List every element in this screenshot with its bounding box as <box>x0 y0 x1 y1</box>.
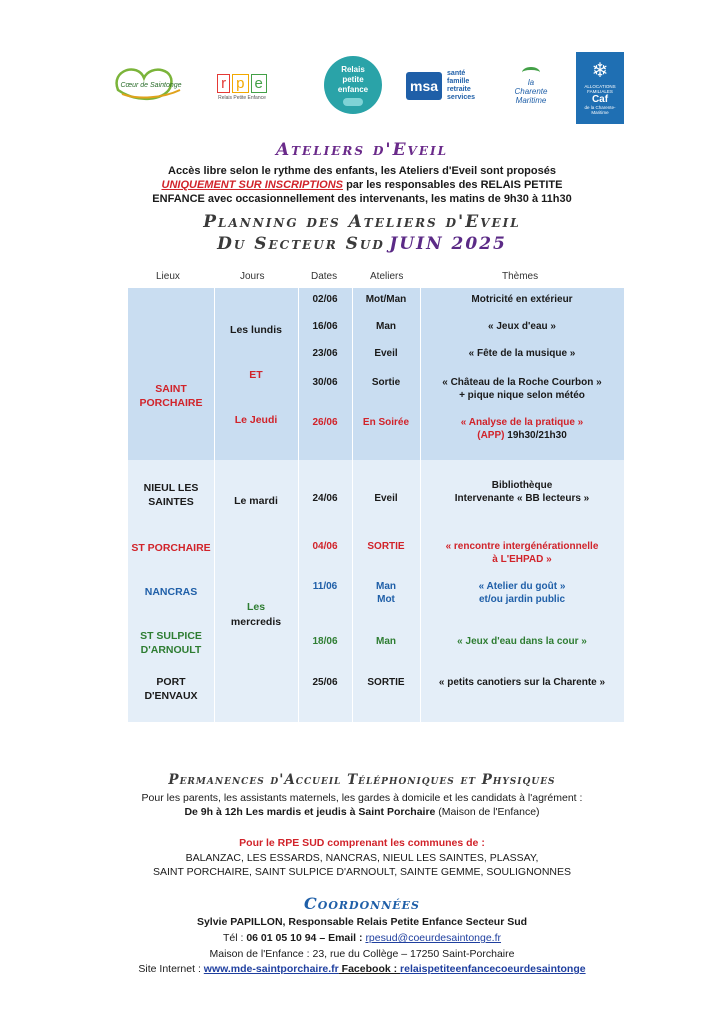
permanences-hours: De 9h à 12h Les mardis et jeudis à Saint Porchaire <box>184 806 436 818</box>
jour-jeudi: Le Jeudi <box>234 414 278 426</box>
rpe-logo <box>212 70 272 104</box>
atelier-2406: Eveil <box>374 493 398 504</box>
lieu-st-sulpice-1: ST SULPICE <box>140 630 202 642</box>
theme-0406-line2: à L'EHPAD » <box>492 554 552 565</box>
msa-logo <box>406 68 498 104</box>
atelier-2506: SORTIE <box>367 677 405 688</box>
intro-line-2 <box>0 178 724 192</box>
permanences-title: Permanences d'Accueil Téléphoniques et Physiques <box>168 772 556 788</box>
rpe-letter-r: r <box>217 74 230 93</box>
lieu-nieul-2: SAINTES <box>148 496 194 508</box>
bird-icon <box>522 67 540 78</box>
col-header-lieux: Lieux <box>156 271 180 282</box>
msa-text-2: famille <box>447 78 470 85</box>
rpe-sud-line: Pour le RPE SUD comprenant les communes de : <box>239 837 485 849</box>
permanences-line-2 <box>0 806 724 818</box>
contact-address: Maison de l'Enfance : 23, rue du Collège – 17250 Saint-Porchaire <box>209 948 515 960</box>
atelier-1106-line2: Mot <box>377 594 395 605</box>
theme-2406 <box>420 479 624 505</box>
lieu-st-sulpice-2: D'ARNOULT <box>140 644 202 656</box>
theme-1806: « Jeux d'eau dans la cour » <box>457 636 587 647</box>
msa-text-1: santé <box>447 70 466 77</box>
ateliers-title: Ateliers d'Eveil <box>275 140 449 160</box>
msa-text-3: retraite <box>447 86 471 93</box>
theme-2606-line1: « Analyse de la pratique » <box>460 417 584 428</box>
contact-tel-email <box>0 932 724 944</box>
rpe-subtitle: Relais Petite Enfance <box>218 94 266 101</box>
theme-2606-hours: 19h30/21h30 <box>504 430 567 441</box>
lieu-saint-porchaire-2: PORCHAIRE <box>139 397 203 409</box>
theme-1106 <box>420 580 624 606</box>
date-2606: 26/06 <box>312 417 338 428</box>
atelier-2606: En Soirée <box>362 417 410 428</box>
intro-line-3: ENFANCE avec occasionnellement des intervenants, les matins de 9h30 à 11h30 <box>152 193 572 205</box>
jour-mercredis-1: Les <box>246 601 266 613</box>
theme-2306: « Fête de la musique » <box>468 348 576 359</box>
planning-title: Planning des Ateliers d'Eveil <box>203 212 521 232</box>
atelier-1606: Man <box>376 321 396 332</box>
lieu-saint-porchaire-1: SAINT <box>155 383 187 395</box>
charente-name: Charente Maritime <box>514 87 548 105</box>
jour-mercredis-2: mercredis <box>230 616 282 628</box>
theme-0206: Motricité en extérieur <box>471 294 573 305</box>
col-header-themes: Thèmes <box>502 271 539 282</box>
date-0206: 02/06 <box>312 294 338 305</box>
theme-0406-line1: « rencontre intergénérationnelle <box>445 541 599 552</box>
date-1106: 11/06 <box>312 581 338 592</box>
theme-2606 <box>420 416 624 442</box>
theme-1606: « Jeux d'eau » <box>488 321 556 332</box>
permanences-line-1: Pour les parents, les assistants maternels, les gardes à domicile et les candidats à l'agrément : <box>141 792 583 804</box>
jour-et: ET <box>249 369 263 381</box>
lieu-saint-porchaire <box>128 382 214 410</box>
planning-month: JUIN 2025 <box>389 234 507 254</box>
contact-web <box>0 963 724 975</box>
msa-badge: msa <box>406 72 442 100</box>
caf-sub: de la Charente-Maritime <box>584 105 616 115</box>
tel-number[interactable]: 06 01 05 10 94 <box>246 932 317 944</box>
col-header-jours: Jours <box>240 271 265 282</box>
date-1806: 18/06 <box>312 636 338 647</box>
theme-3006-line1: « Château de la Roche Courbon » <box>442 377 602 388</box>
lieu-nancras: NANCRAS <box>144 586 198 598</box>
theme-1106-line1: « Atelier du goût » <box>478 581 566 592</box>
theme-2606-app: (APP) <box>477 430 505 441</box>
charente-la: la <box>527 78 535 87</box>
lieu-port-denvaux-2: D'ENVAUX <box>144 690 198 702</box>
theme-3006-line2: + pique nique selon météo <box>459 390 585 401</box>
facebook-link[interactable]: relaispetiteenfancecoeurdesaintonge <box>400 963 586 975</box>
date-0406: 04/06 <box>312 541 338 552</box>
hands-icon <box>343 98 363 106</box>
relais-logo <box>324 56 382 114</box>
atelier-3006: Sortie <box>371 377 401 388</box>
theme-1106-line2: et/ou jardin public <box>478 594 566 605</box>
communes-line-2: SAINT PORCHAIRE, SAINT SULPICE D'ARNOULT, SAINTE GEMME, SOULIGNONNES <box>152 866 571 878</box>
email-link[interactable]: rpesud@coeurdesaintonge.fr <box>365 932 502 944</box>
col-header-ateliers: Ateliers <box>370 271 404 282</box>
lieu-port-denvaux-1: PORT <box>156 676 186 688</box>
theme-2406-line1: Bibliothèque <box>491 480 553 491</box>
jour-lundis: Les lundis <box>230 324 282 336</box>
contact-name: Sylvie PAPILLON, Responsable Relais Petite Enfance Secteur Sud <box>196 916 528 928</box>
communes-line-1: BALANZAC, LES ESSARDS, NANCRAS, NIEUL LES SAINTES, PLASSAY, <box>185 852 539 864</box>
jour-mercredis <box>214 600 298 630</box>
lieu-nieul-1: NIEUL LES <box>143 482 199 494</box>
facebook-label: Facebook : <box>338 963 401 975</box>
theme-2406-line2: Intervenante « BB lecteurs » <box>454 493 590 504</box>
atelier-0406: SORTIE <box>367 541 405 552</box>
permanences-place: (Maison de l'Enfance) <box>435 806 540 818</box>
theme-0406 <box>420 540 624 566</box>
atelier-1806: Man <box>376 636 396 647</box>
intro-line-1: Accès libre selon le rythme des enfants, les Ateliers d'Eveil sont proposés <box>168 165 556 177</box>
date-2306: 23/06 <box>312 348 338 359</box>
coordonnees-title: Coordonnées <box>304 894 420 913</box>
atelier-1106-line1: Man <box>376 581 396 592</box>
charente-logo <box>508 64 554 108</box>
col-header-dates: Dates <box>311 271 338 282</box>
rpe-letter-e: e <box>251 74 267 93</box>
planning-subtitle <box>0 234 724 254</box>
lieu-port-denvaux <box>128 675 214 703</box>
lieu-st-sulpice <box>128 629 214 657</box>
partner-logos <box>100 52 630 124</box>
atelier-1106 <box>352 580 420 606</box>
date-2506: 25/06 <box>312 677 338 688</box>
theme-2506: « petits canotiers sur la Charente » <box>438 677 606 688</box>
intro-line-2-rest: par les responsables des RELAIS PETITE <box>343 179 563 191</box>
caf-logo <box>576 52 624 124</box>
tel-label: Tél : <box>222 932 247 944</box>
theme-3006 <box>420 376 624 402</box>
date-2406: 24/06 <box>312 493 338 504</box>
caf-snowflake-icon: ❄ <box>591 60 609 82</box>
planning-sector: Du Secteur Sud <box>217 234 385 254</box>
caf-name: Caf <box>591 94 609 105</box>
site-label: Site Internet : <box>138 963 204 975</box>
lieu-nieul <box>128 481 214 509</box>
atelier-2306: Eveil <box>374 348 398 359</box>
site-link[interactable]: www.mde-saintporchaire.fr <box>203 963 339 975</box>
relais-logo-text: Relais petite enfance <box>337 64 369 94</box>
inscription-emphasis: UNIQUEMENT SUR INSCRIPTIONS <box>161 179 344 191</box>
lieu-st-porchaire: ST PORCHAIRE <box>131 542 211 554</box>
email-label: – Email : <box>316 932 366 944</box>
date-1606: 16/06 <box>312 321 338 332</box>
caf-top: ALLOCATIONS FAMILIALES <box>584 84 616 94</box>
atelier-0206: Mot/Man <box>365 294 407 305</box>
rpe-letter-p: p <box>232 74 248 93</box>
date-3006: 30/06 <box>312 377 338 388</box>
msa-text-4: services <box>447 94 476 101</box>
saintonge-logo-text: Cœur de Saintonge <box>120 82 182 89</box>
jour-mardi: Le mardi <box>234 495 278 507</box>
